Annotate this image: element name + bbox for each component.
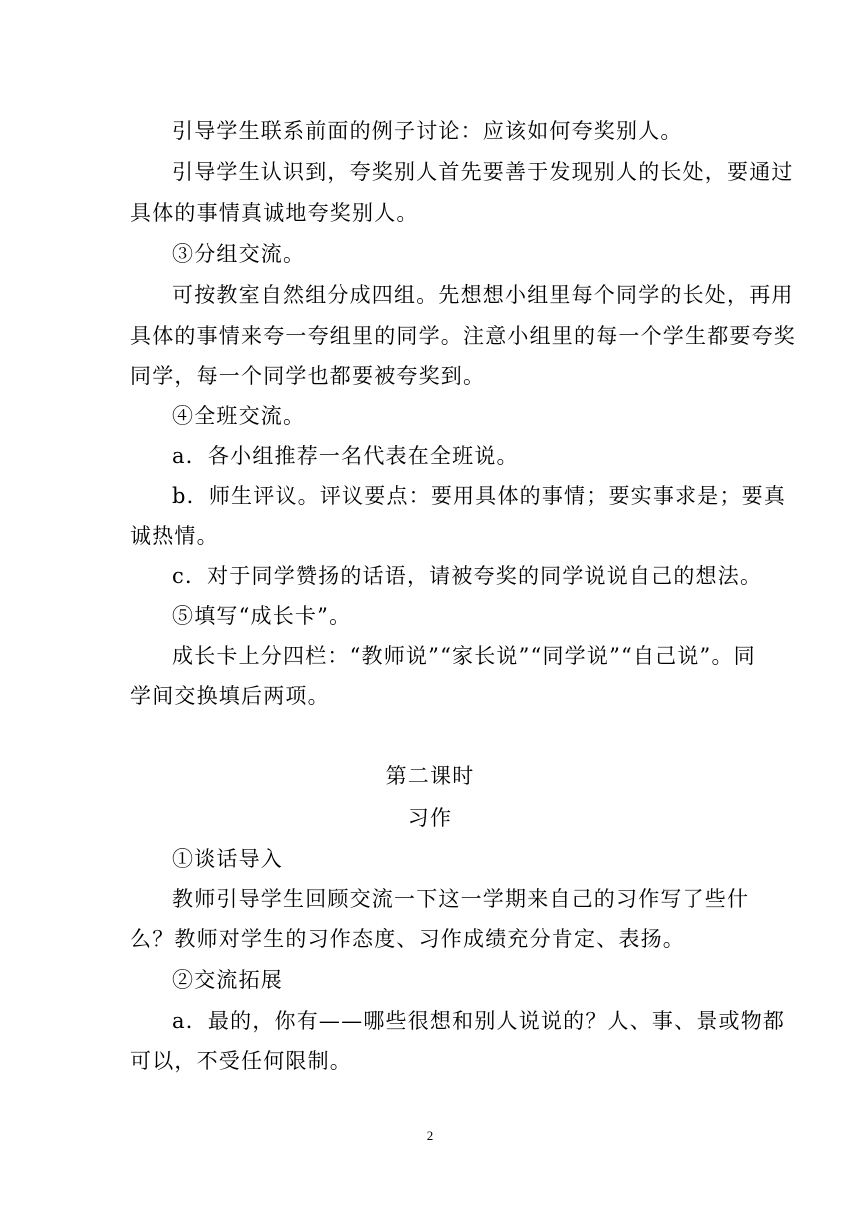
section-title: 第二课时: [385, 764, 475, 788]
paragraph-line: a．最的，你有——哪些很想和别人说说的？人、事、景或物都: [172, 1009, 786, 1033]
paragraph-line: 么？教师对学生的习作态度、习作成绩充分肯定、表扬。: [130, 927, 685, 951]
paragraph-line: ①谈话导入: [172, 847, 283, 871]
paragraph-line: ③分组交流。: [172, 242, 306, 266]
paragraph-line: 诚热情。: [130, 524, 219, 548]
paragraph-line: 同学，每一个同学也都要被夸奖到。: [130, 364, 486, 388]
paragraph-line: 具体的事情来夸一夸组里的同学。注意小组里的每一个学生都要夸奖: [130, 324, 796, 348]
paragraph-line: 具体的事情真诚地夸奖别人。: [130, 201, 419, 225]
section-subtitle: 习作: [407, 806, 453, 830]
paragraph-line: c．对于同学赞扬的话语，请被夸奖的同学说说自己的想法。: [172, 564, 763, 588]
paragraph-line: 学间交换填后两项。: [130, 684, 330, 708]
paragraph-line: ②交流拓展: [172, 968, 283, 992]
paragraph-line: 引导学生认识到，夸奖别人首先要善于发现别人的长处，要通过: [172, 160, 794, 184]
paragraph-line: ④全班交流。: [172, 404, 306, 428]
page-number: 2: [426, 1128, 434, 1143]
paragraph-line: 可按教室自然组分成四组。先想想小组里每个同学的长处，再用: [172, 283, 794, 307]
paragraph-line: a．各小组推荐一名代表在全班说。: [172, 444, 519, 468]
paragraph-line: 教师引导学生回顾交流一下这一学期来自己的习作写了些什: [172, 887, 750, 911]
paragraph-line: 可以，不受任何限制。: [130, 1049, 352, 1073]
paragraph-line: ⑤填写“成长卡”。: [172, 604, 352, 628]
paragraph-line: b．师生评议。评议要点：要用具体的事情；要实事求是；要真: [172, 484, 787, 508]
paragraph-line: 引导学生联系前面的例子讨论：应该如何夸奖别人。: [172, 119, 683, 143]
paragraph-line: 成长卡上分四栏：“教师说”“家长说”“同学说”“自己说”。同: [172, 644, 756, 668]
